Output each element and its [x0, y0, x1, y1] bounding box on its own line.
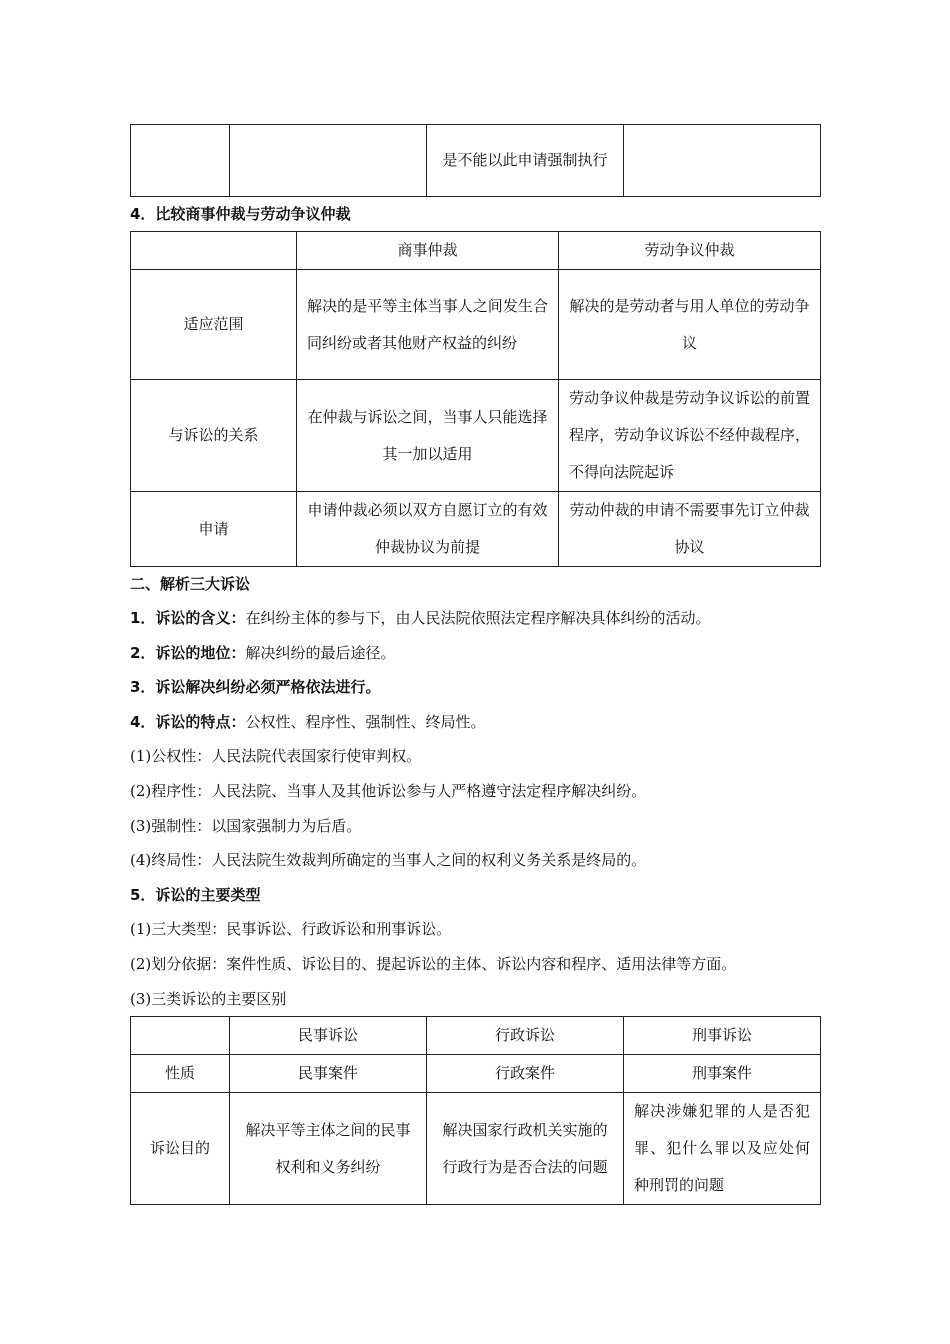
- paragraph-label: 2．诉讼的地位：: [130, 643, 246, 662]
- paragraph: (2)划分依据：案件性质、诉讼目的、提起诉讼的主体、诉讼内容和程序、适用法律等方面。: [130, 954, 737, 973]
- row-label: 适应范围: [131, 270, 297, 380]
- table-row: [131, 492, 821, 567]
- row-label: 诉讼目的: [131, 1093, 230, 1205]
- row-label: 性质: [131, 1055, 230, 1093]
- table-cell: 劳动仲裁的申请不需要事先订立仲裁协议: [559, 492, 821, 567]
- paragraph-text: 解决纠纷的最后途径。: [245, 643, 396, 662]
- table-row: [131, 1055, 821, 1093]
- table-cell: 解决国家行政机关实施的行政行为是否合法的问题: [427, 1093, 624, 1205]
- section-heading: 4．比较商事仲裁与劳动争议仲裁: [130, 205, 351, 223]
- table-cell: 劳动争议仲裁是劳动争议诉讼的前置程序，劳动争议诉讼不经仲裁程序，不得向法院起诉: [559, 380, 821, 492]
- table-cell: 解决涉嫌犯罪的人是否犯罪、犯什么罪以及应处何种刑罚的问题: [624, 1093, 821, 1205]
- table-cell: [624, 125, 821, 197]
- table-header-cell: 商事仲裁: [297, 232, 559, 270]
- table-header-cell: 刑事诉讼: [624, 1017, 821, 1055]
- table-header-cell: 行政诉讼: [427, 1017, 624, 1055]
- paragraph-label: 1．诉讼的含义：: [130, 609, 246, 627]
- table-cell: 刑事案件: [624, 1055, 821, 1093]
- paragraph: 3．诉讼解决纠纷必须严格依法进行。: [130, 678, 381, 697]
- table-header-cell: [131, 1017, 230, 1055]
- table-cell: 解决平等主体之间的民事权利和义务纠纷: [230, 1093, 427, 1205]
- row-label: 申请: [131, 492, 297, 567]
- paragraph: (1)三大类型：民事诉讼、行政诉讼和刑事诉讼。: [130, 920, 452, 939]
- paragraph: 5．诉讼的主要类型: [130, 885, 261, 904]
- paragraph: (3)强制性：以国家强制力为后盾。: [130, 816, 362, 835]
- table-cell: 是不能以此申请强制执行: [427, 125, 624, 197]
- table-row: [131, 1093, 821, 1205]
- paragraph-text: 公权性、程序性、强制性、终局性。: [245, 712, 486, 731]
- table-header-cell: 劳动争议仲裁: [559, 232, 821, 270]
- paragraph-text: 在纠纷主体的参与下，由人民法院依照法定程序解决具体纠纷的活动。: [245, 609, 711, 627]
- table-header-cell: 民事诉讼: [230, 1017, 427, 1055]
- paragraph: (2)程序性：人民法院、当事人及其他诉讼参与人严格遵守法定程序解决纠纷。: [130, 781, 647, 800]
- continuation-table: [130, 124, 821, 197]
- table-cell: 申请仲裁必须以双方自愿订立的有效仲裁协议为前提: [297, 492, 559, 567]
- paragraph: [130, 705, 820, 740]
- paragraph-label: 4．诉讼的特点：: [130, 712, 246, 731]
- paragraph: [130, 601, 820, 636]
- paragraph: (1)公权性：人民法院代表国家行使审判权。: [130, 747, 422, 766]
- table-cell: 解决的是平等主体当事人之间发生合同纠纷或者其他财产权益的纠纷: [297, 270, 559, 380]
- table-cell: 民事案件: [230, 1055, 427, 1093]
- arbitration-comparison-table: [130, 231, 821, 567]
- table-cell: 行政案件: [427, 1055, 624, 1093]
- table-cell: [230, 125, 427, 197]
- table-header-row: [131, 1017, 821, 1055]
- table-cell: 解决的是劳动者与用人单位的劳动争议: [559, 270, 821, 380]
- table-row: [131, 380, 821, 492]
- part-heading: 二、解析三大诉讼: [130, 575, 251, 593]
- table-cell: [131, 125, 230, 197]
- table-header-cell: [131, 232, 297, 270]
- lawsuit-comparison-table: [130, 1016, 821, 1205]
- paragraph: [130, 636, 820, 671]
- document-page: [130, 124, 820, 1205]
- row-label: 与诉讼的关系: [131, 380, 297, 492]
- paragraph: (4)终局性：人民法院生效裁判所确定的当事人之间的权利义务关系是终局的。: [130, 851, 647, 870]
- table-header-row: [131, 232, 821, 270]
- table-row: [131, 125, 821, 197]
- table-cell: 在仲裁与诉讼之间，当事人只能选择其一加以适用: [297, 380, 559, 492]
- table-row: [131, 270, 821, 380]
- paragraph: (3)三类诉讼的主要区别: [130, 989, 287, 1008]
